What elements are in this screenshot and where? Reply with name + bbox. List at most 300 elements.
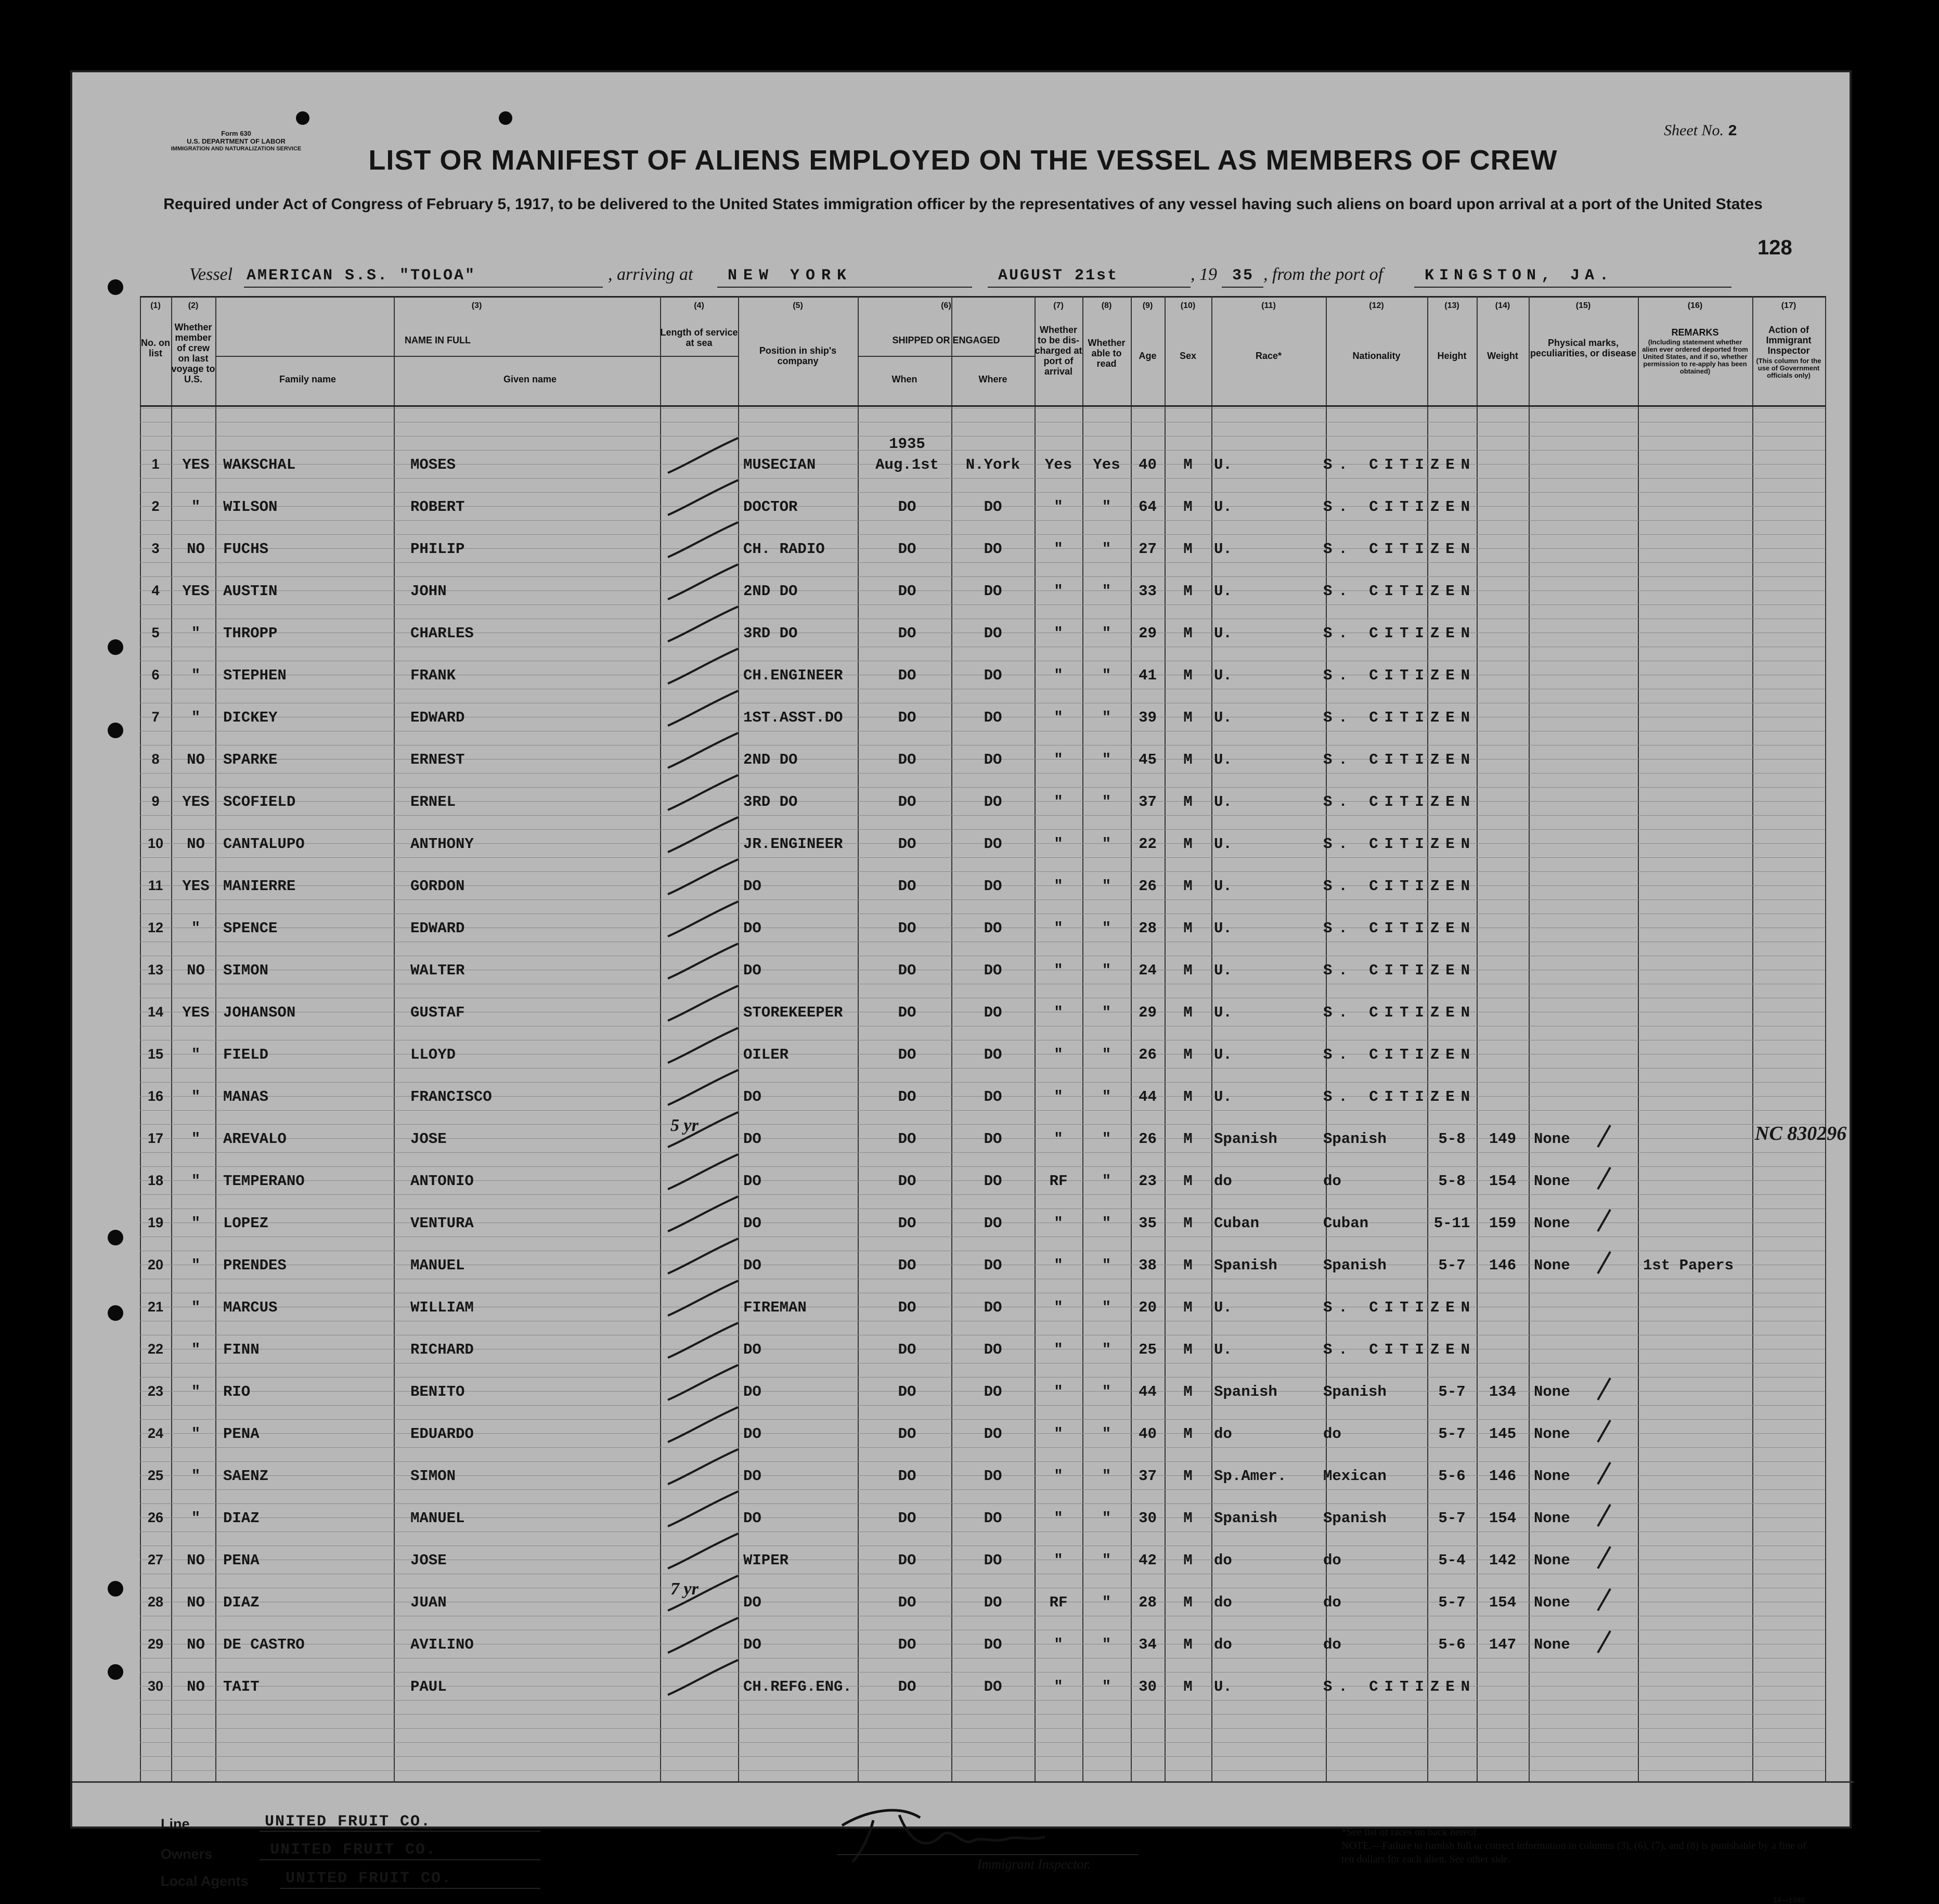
- cell-where: DO: [984, 751, 1002, 768]
- cell-pos: CH. RADIO: [743, 541, 825, 558]
- vessel-name: AMERICAN S.S. "TOLOA": [247, 267, 476, 285]
- cell-when: DO: [898, 1257, 916, 1274]
- header-discharged: Whether to be dis-charged at port of arrival: [1035, 325, 1082, 377]
- from-port: KINGSTON, JA.: [1425, 267, 1614, 285]
- cell-disch: RF: [1049, 1173, 1068, 1190]
- cell-read: ": [1102, 1215, 1111, 1232]
- tick-mark: [1594, 1121, 1614, 1152]
- cell-read: ": [1102, 920, 1111, 937]
- cell-given: FRANCISCO: [410, 1088, 492, 1105]
- cell-age: 41: [1139, 667, 1157, 684]
- cell-family: DICKEY: [223, 709, 278, 726]
- cell-sex: M: [1183, 1046, 1193, 1063]
- cell-n: 6: [151, 667, 160, 683]
- cell-disch: RF: [1049, 1594, 1068, 1611]
- cell-phys: None: [1534, 1425, 1570, 1443]
- cell-age: 29: [1139, 625, 1157, 642]
- cell-family: PRENDES: [223, 1257, 287, 1274]
- cell-prev: NO: [187, 1594, 205, 1611]
- header-action: Action of Immigrant Inspector: [1766, 325, 1812, 356]
- cell-read: ": [1102, 835, 1111, 853]
- cell-n: 17: [147, 1130, 164, 1146]
- service-check-mark: [660, 518, 743, 565]
- cell-n: 9: [151, 793, 160, 809]
- cell-nat: do: [1323, 1552, 1341, 1569]
- tick-mark: [1594, 1585, 1614, 1616]
- col-num-7: (7): [1053, 301, 1064, 310]
- cell-when: DO: [898, 1088, 916, 1105]
- cell-read: ": [1102, 1130, 1111, 1148]
- cell-disch: ": [1054, 498, 1063, 516]
- cell-prev: ": [191, 1425, 201, 1443]
- cell-nat: S. CITIZEN: [1323, 793, 1477, 811]
- col-num-8: (8): [1101, 301, 1112, 310]
- cell-sex: M: [1183, 1004, 1193, 1021]
- cell-where: DO: [984, 1383, 1002, 1400]
- service-check-mark: [660, 560, 743, 607]
- cell-read: ": [1102, 1088, 1111, 1105]
- header-name-in-full: NAME IN FULL: [405, 335, 471, 345]
- service-check-mark: [660, 1445, 743, 1492]
- race-note: *See list of races on back hereof.: [1341, 1826, 1479, 1838]
- cell-n: 19: [147, 1215, 164, 1230]
- service-check-mark: [660, 1108, 743, 1155]
- cell-when: DO: [898, 1173, 916, 1190]
- cell-read: ": [1102, 1510, 1111, 1527]
- cell-wt: 154: [1489, 1594, 1517, 1611]
- tick-mark: [1594, 1500, 1614, 1532]
- cell-pos: FIREMAN: [743, 1299, 807, 1316]
- cell-when-year: 1935: [889, 435, 925, 453]
- cell-age: 37: [1139, 1468, 1157, 1485]
- cell-read: ": [1102, 1425, 1111, 1443]
- service-check-mark: [660, 855, 743, 902]
- cell-disch: ": [1054, 667, 1063, 684]
- cell-pos: DO: [743, 1383, 761, 1400]
- handwritten-service-note: 5 yr: [670, 1116, 699, 1135]
- service-check-mark: [660, 602, 743, 649]
- cell-given: JOSE: [410, 1130, 447, 1148]
- service-check-mark: [660, 1361, 743, 1408]
- cell-nat: Mexican: [1323, 1468, 1387, 1485]
- cell-ht: 5-7: [1438, 1383, 1466, 1400]
- cell-family: AUSTIN: [223, 583, 278, 600]
- cell-when: DO: [898, 1130, 916, 1148]
- cell-race: U.: [1214, 1341, 1232, 1358]
- cell-phys: None: [1534, 1594, 1570, 1611]
- cell-where: DO: [984, 1510, 1002, 1527]
- cell-age: 28: [1139, 1594, 1157, 1611]
- cell-prev: ": [191, 1468, 201, 1485]
- cell-nat: Spanish: [1323, 1383, 1387, 1400]
- cell-sex: M: [1183, 751, 1193, 768]
- cell-ht: 5-7: [1438, 1425, 1466, 1443]
- cell-read: ": [1102, 793, 1111, 811]
- cell-family: SPENCE: [223, 920, 278, 937]
- cell-family: STEPHEN: [223, 667, 287, 684]
- cell-when: Aug.1st: [875, 456, 939, 473]
- cell-sex: M: [1183, 1215, 1193, 1232]
- cell-nat: Spanish: [1323, 1257, 1387, 1274]
- cell-given: MANUEL: [410, 1257, 465, 1274]
- arriving-port: NEW YORK: [728, 267, 853, 285]
- cell-ht: 5-8: [1438, 1173, 1466, 1190]
- cell-n: 26: [147, 1510, 164, 1525]
- cell-race: U.: [1214, 751, 1232, 768]
- cell-sex: M: [1183, 878, 1193, 895]
- header-when: When: [891, 374, 917, 384]
- cell-wt: 142: [1489, 1552, 1517, 1569]
- cell-pos: DO: [743, 1636, 761, 1653]
- cell-read: ": [1102, 1383, 1111, 1400]
- cell-given: JOSE: [410, 1552, 447, 1569]
- cell-given: EDWARD: [410, 709, 465, 726]
- line-value: UNITED FRUIT CO.: [265, 1813, 432, 1831]
- cell-race: U.: [1214, 878, 1232, 895]
- punch-hole: [108, 723, 123, 738]
- cell-where: DO: [984, 1173, 1002, 1190]
- sheet-label: Sheet No.: [1664, 122, 1724, 139]
- cell-pos: 2ND DO: [743, 751, 798, 768]
- cell-pos: 2ND DO: [743, 583, 798, 600]
- from-label: , from the port of: [1263, 265, 1384, 284]
- cell-nat: S. CITIZEN: [1323, 541, 1477, 558]
- cell-wt: 149: [1489, 1130, 1517, 1148]
- cell-age: 28: [1139, 920, 1157, 937]
- cell-pos: STOREKEEPER: [743, 1004, 843, 1021]
- cell-given: ANTONIO: [410, 1173, 474, 1190]
- cell-disch: ": [1054, 541, 1063, 558]
- cell-n: 18: [147, 1173, 164, 1188]
- cell-where: DO: [984, 1594, 1002, 1611]
- cell-n: 2: [151, 498, 160, 514]
- cell-where: DO: [984, 1636, 1002, 1653]
- inspector-signature: [837, 1789, 1055, 1867]
- header-physical: Physical marks, peculiarities, or disease: [1530, 338, 1637, 358]
- cell-race: U.: [1214, 1004, 1232, 1021]
- tick-mark: [1594, 1542, 1614, 1574]
- cell-ht: 5-11: [1433, 1215, 1470, 1232]
- cell-when: DO: [898, 1425, 916, 1443]
- cell-family: TAIT: [223, 1678, 260, 1695]
- agents-label: Local Agents: [161, 1873, 249, 1889]
- tick-mark: [1594, 1205, 1614, 1237]
- cell-sex: M: [1183, 667, 1193, 684]
- cell-sex: M: [1183, 625, 1193, 642]
- col-num-16: (16): [1687, 301, 1703, 310]
- cell-read: Yes: [1093, 456, 1120, 473]
- service-check-mark: [660, 940, 743, 986]
- punch-hole: [108, 1305, 123, 1321]
- cell-where: DO: [984, 1046, 1002, 1063]
- header-where: Where: [978, 374, 1007, 384]
- cell-where: DO: [984, 1425, 1002, 1443]
- cell-when: DO: [898, 835, 916, 853]
- cell-read: ": [1102, 1257, 1111, 1274]
- cell-nat: do: [1323, 1425, 1341, 1443]
- owners-label: Owners: [161, 1846, 213, 1862]
- cell-prev: YES: [182, 1004, 210, 1021]
- header-shipped: SHIPPED OR ENGAGED: [892, 335, 1000, 345]
- cell-n: 5: [151, 625, 160, 640]
- cell-race: U.: [1214, 1678, 1232, 1695]
- cell-read: ": [1102, 667, 1111, 684]
- cell-family: PENA: [223, 1552, 260, 1569]
- cell-given: LLOYD: [410, 1046, 456, 1063]
- cell-read: ": [1102, 625, 1111, 642]
- cell-given: JOHN: [410, 583, 447, 600]
- owners-value: UNITED FRUIT CO.: [270, 1841, 437, 1859]
- footer-divider: [72, 1781, 1854, 1783]
- cell-disch: Yes: [1044, 456, 1072, 473]
- cell-sex: M: [1183, 1552, 1193, 1569]
- header-prev-voyage: Whether member of crew on last voyage to U.S.: [171, 322, 215, 384]
- cell-pos: DO: [743, 1130, 761, 1148]
- cell-prev: NO: [187, 1552, 205, 1569]
- cell-n: 27: [147, 1552, 164, 1567]
- cell-prev: ": [191, 1046, 201, 1063]
- header-remarks: REMARKS: [1671, 327, 1719, 338]
- cell-disch: ": [1054, 1468, 1063, 1485]
- cell-read: ": [1102, 878, 1111, 895]
- cell-race: Spanish: [1214, 1510, 1277, 1527]
- cell-ht: 5-4: [1438, 1552, 1466, 1569]
- col-num-10: (10): [1180, 301, 1196, 310]
- cell-nat: do: [1323, 1594, 1341, 1611]
- service-check-mark: [660, 1614, 743, 1661]
- service-check-mark: [660, 1192, 743, 1239]
- service-check-mark: [660, 1024, 743, 1071]
- cell-phys: None: [1534, 1173, 1570, 1190]
- cell-n: 23: [147, 1383, 164, 1399]
- cell-prev: ": [191, 1130, 201, 1148]
- cell-pos: 3RD DO: [743, 793, 798, 811]
- cell-race: do: [1214, 1173, 1232, 1190]
- cell-where: DO: [984, 1552, 1002, 1569]
- col-num-6: (6): [941, 301, 951, 310]
- service-check-mark: [660, 1403, 743, 1450]
- cell-nat: S. CITIZEN: [1323, 625, 1477, 642]
- cell-prev: ": [191, 1383, 201, 1400]
- service-label: IMMIGRATION AND NATURALIZATION SERVICE: [171, 146, 302, 152]
- cell-age: 64: [1139, 498, 1157, 516]
- service-check-mark: [660, 476, 743, 523]
- header-height: Height: [1437, 351, 1467, 361]
- cell-nat: S. CITIZEN: [1323, 1678, 1477, 1695]
- cell-pos: JR.ENGINEER: [743, 835, 843, 853]
- cell-age: 30: [1139, 1510, 1157, 1527]
- cell-prev: YES: [182, 583, 210, 600]
- cell-phys: None: [1534, 1383, 1570, 1400]
- cell-family: LOPEZ: [223, 1215, 269, 1232]
- cell-sex: M: [1183, 1425, 1193, 1443]
- cell-pos: DO: [743, 1173, 761, 1190]
- cell-n: 24: [147, 1425, 164, 1441]
- service-check-mark: [660, 897, 743, 944]
- punch-hole: [108, 1664, 123, 1680]
- cell-phys: None: [1534, 1636, 1570, 1653]
- col-num-15: (15): [1575, 301, 1591, 310]
- cell-disch: ": [1054, 920, 1063, 937]
- cell-where: DO: [984, 835, 1002, 853]
- header-no-on-list: No. on list: [141, 338, 170, 358]
- service-check-mark: [660, 813, 743, 860]
- cell-age: 44: [1139, 1383, 1157, 1400]
- cell-when: DO: [898, 1468, 916, 1485]
- cell-prev: NO: [187, 1636, 205, 1653]
- cell-where: DO: [984, 920, 1002, 937]
- cell-sex: M: [1183, 920, 1193, 937]
- cell-pos: MUSECIAN: [743, 456, 816, 473]
- cell-race: U.: [1214, 498, 1232, 516]
- punch-hole: [108, 1230, 123, 1245]
- cell-family: THROPP: [223, 625, 278, 642]
- col-num-13: (13): [1444, 301, 1459, 310]
- cell-prev: ": [191, 498, 201, 516]
- cell-act: NC 830296: [1755, 1123, 1847, 1144]
- cell-nat: S. CITIZEN: [1323, 920, 1477, 937]
- cell-prev: ": [191, 625, 201, 642]
- cell-ht: 5-7: [1438, 1510, 1466, 1527]
- cell-age: 23: [1139, 1173, 1157, 1190]
- cell-sex: M: [1183, 541, 1193, 558]
- cell-sex: M: [1183, 1510, 1193, 1527]
- cell-given: MOSES: [410, 456, 456, 473]
- cell-disch: ": [1054, 1130, 1063, 1148]
- cell-when: DO: [898, 1004, 916, 1021]
- cell-pos: DO: [743, 1425, 761, 1443]
- cell-where: DO: [984, 878, 1002, 895]
- header-weight: Weight: [1487, 351, 1518, 361]
- cell-prev: ": [191, 1215, 201, 1232]
- cell-disch: ": [1054, 1299, 1063, 1316]
- cell-disch: ": [1054, 1636, 1063, 1653]
- service-check-mark: [660, 434, 743, 481]
- cell-given: ROBERT: [410, 498, 465, 516]
- cell-age: 26: [1139, 878, 1157, 895]
- cell-read: ": [1102, 1341, 1111, 1358]
- cell-n: 14: [147, 1004, 164, 1020]
- cell-nat: S. CITIZEN: [1323, 1341, 1477, 1358]
- cell-n: 3: [151, 541, 160, 556]
- cell-family: FUCHS: [223, 541, 269, 558]
- header-age: Age: [1139, 351, 1157, 361]
- cell-disch: ": [1054, 1004, 1063, 1021]
- cell-prev: ": [191, 1299, 201, 1316]
- cell-age: 27: [1139, 541, 1157, 558]
- cell-pos: DO: [743, 1088, 761, 1105]
- cell-race: do: [1214, 1552, 1232, 1569]
- cell-family: SIMON: [223, 962, 269, 979]
- cell-read: ": [1102, 1678, 1111, 1695]
- cell-n: 20: [147, 1257, 164, 1272]
- cell-given: VENTURA: [410, 1215, 474, 1232]
- cell-age: 39: [1139, 709, 1157, 726]
- cell-disch: ": [1054, 1383, 1063, 1400]
- cell-nat: do: [1323, 1173, 1341, 1190]
- cell-sex: M: [1183, 583, 1193, 600]
- cell-n: 13: [147, 962, 164, 977]
- cell-where: DO: [984, 1299, 1002, 1316]
- cell-given: AVILINO: [410, 1636, 474, 1653]
- header-length-service: Length of service at sea: [660, 327, 738, 348]
- cell-where: DO: [984, 541, 1002, 558]
- cell-pos: DOCTOR: [743, 498, 798, 516]
- cell-n: 4: [151, 583, 160, 598]
- cell-family: SCOFIELD: [223, 793, 296, 811]
- cell-ht: 5-6: [1438, 1636, 1466, 1653]
- cell-when: DO: [898, 625, 916, 642]
- tick-mark: [1594, 1458, 1614, 1489]
- cell-race: do: [1214, 1425, 1232, 1443]
- cell-read: ": [1102, 709, 1111, 726]
- cell-nat: Spanish: [1323, 1130, 1387, 1148]
- cell-sex: M: [1183, 793, 1193, 811]
- cell-family: MANIERRE: [223, 878, 296, 895]
- cell-where: DO: [984, 667, 1002, 684]
- service-check-mark: [660, 1572, 743, 1618]
- cell-pos: OILER: [743, 1046, 789, 1063]
- cell-family: PENA: [223, 1425, 260, 1443]
- cell-age: 40: [1139, 1425, 1157, 1443]
- header-sex: Sex: [1179, 351, 1197, 361]
- cell-phys: None: [1534, 1215, 1570, 1232]
- cell-race: U.: [1214, 625, 1232, 642]
- form-code: 14—1340: [1773, 1896, 1805, 1904]
- cell-race: U.: [1214, 1088, 1232, 1105]
- cell-pos: CH.ENGINEER: [743, 667, 843, 684]
- cell-nat: S. CITIZEN: [1323, 751, 1477, 768]
- department-label: U.S. DEPARTMENT OF LABOR: [187, 137, 286, 145]
- cell-race: U.: [1214, 962, 1232, 979]
- stamp-number: 128: [1757, 236, 1792, 259]
- cell-pos: DO: [743, 1468, 761, 1485]
- service-check-mark: [660, 1319, 743, 1366]
- cell-age: 35: [1139, 1215, 1157, 1232]
- cell-where: DO: [984, 583, 1002, 600]
- inspector-label: Immigrant Inspector.: [977, 1857, 1091, 1872]
- cell-given: EDUARDO: [410, 1425, 474, 1443]
- cell-age: 24: [1139, 962, 1157, 979]
- cell-prev: NO: [187, 541, 205, 558]
- punch-hole: [296, 111, 309, 125]
- cell-given: EDWARD: [410, 920, 465, 937]
- cell-where: DO: [984, 1468, 1002, 1485]
- cell-sex: M: [1183, 1257, 1193, 1274]
- cell-when: DO: [898, 541, 916, 558]
- cell-disch: ": [1054, 1046, 1063, 1063]
- cell-pos: DO: [743, 920, 761, 937]
- cell-wt: 145: [1489, 1425, 1517, 1443]
- cell-phys: None: [1534, 1468, 1570, 1485]
- header-remarks-sub: (Including statement whether alien ever ordered deported from United States, and if so, whether permission to re-apply has been obtained): [1642, 338, 1748, 375]
- cell-n: 1: [151, 456, 160, 472]
- cell-race: U.: [1214, 583, 1232, 600]
- col-num-12: (12): [1369, 301, 1384, 310]
- cell-nat: S. CITIZEN: [1323, 1299, 1477, 1316]
- cell-sex: M: [1183, 456, 1193, 473]
- cell-given: CHARLES: [410, 625, 474, 642]
- cell-family: SPARKE: [223, 751, 278, 768]
- col-num-11: (11): [1261, 301, 1276, 310]
- cell-read: ": [1102, 1468, 1111, 1485]
- cell-age: 38: [1139, 1257, 1157, 1274]
- cell-family: RIO: [223, 1383, 251, 1400]
- cell-race: U.: [1214, 456, 1232, 473]
- cell-ht: 5-7: [1438, 1257, 1466, 1274]
- cell-where: DO: [984, 1678, 1002, 1695]
- cell-n: 15: [147, 1046, 164, 1062]
